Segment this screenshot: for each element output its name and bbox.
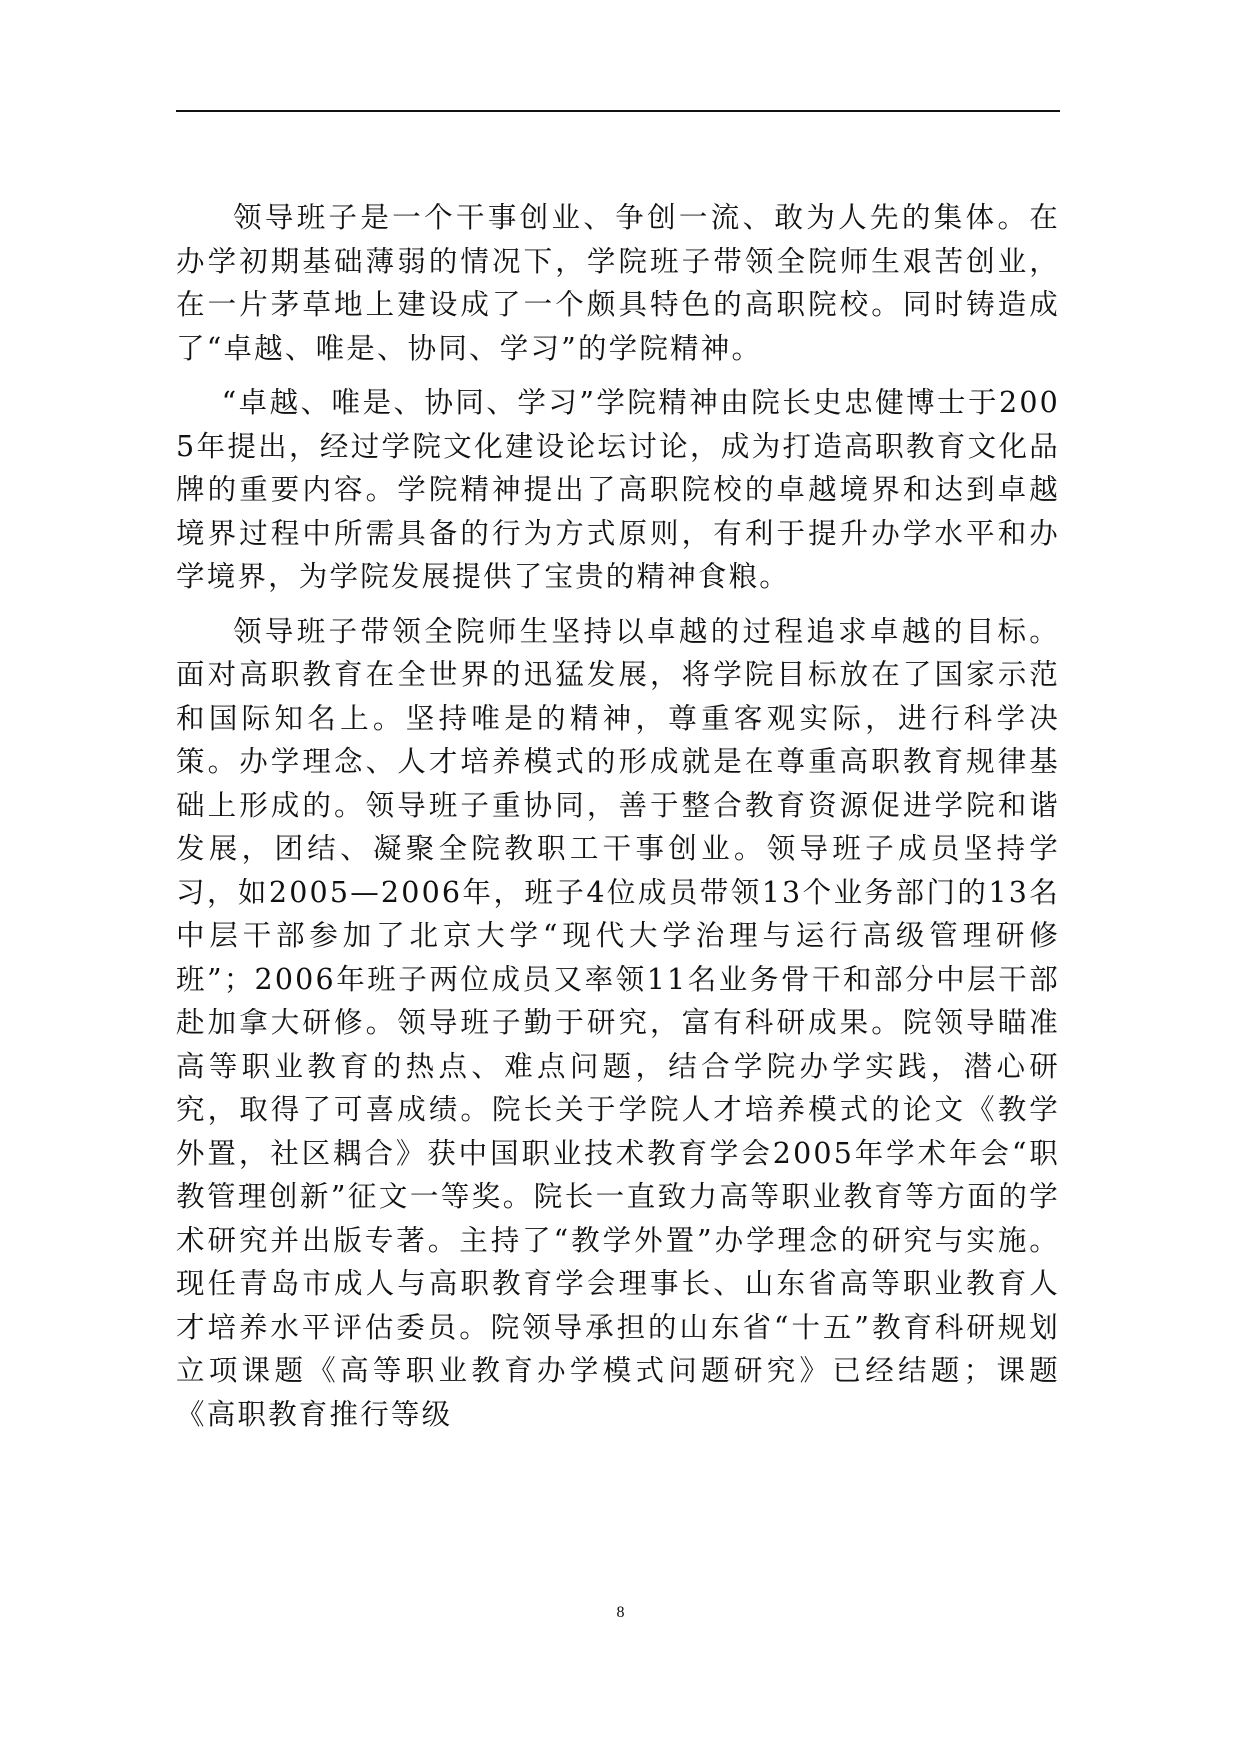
page-number: 8 bbox=[616, 1604, 625, 1621]
document-body bbox=[176, 196, 1060, 1447]
header-rule bbox=[176, 110, 1060, 112]
paragraph-1: 领导班子是一个干事创业、争创一流、敢为人先的集体。在办学初期基础薄弱的情况下，学院班子带领全院师生艰苦创业，在一片茅草地上建设成了一个颇具特色的高职院校。同时铸造成了“卓越、唯是、协同、学习”的学院精神。 bbox=[176, 201, 1060, 365]
paragraph-2: “卓越、唯是、协同、学习”学院精神由院长史忠健博士于2005年提出，经过学院文化建设论坛讨论，成为打造高职教育文化品牌的重要内容。学院精神提出了高职院校的卓越境界和达到卓越境界过程中所需具备的行为方式原则，有利于提升办学水平和办学境界，为学院发展提供了宝贵的精神食粮。 bbox=[176, 386, 1060, 593]
paragraph-3: 领导班子带领全院师生坚持以卓越的过程追求卓越的目标。面对高职教育在全世界的迅猛发展，将学院目标放在了国家示范和国际知名上。坚持唯是的精神，尊重客观实际，进行科学决策。办学理念、人才培养模式的形成就是在尊重高职教育规律基础上形成的。领导班子重协同，善于整合教育资源促进学院和谐发展，团结、凝聚全院教职工干事创业。领导班子成员坚持学习，如2005—2006年，班子4位成员带领13个业务部门的13名中层干部参加了北京大学“现代大学治理与运行高级管理研修班”；2006年班子两位成员又率领11名业务骨干和部分中层干部赴加拿大研修。领导班子勤于研究，富有科研成果。院领导瞄准高等职业教育的热点、难点问题，结合学院办学实践，潜心研究，取得了可喜成绩。院长关于学院人才培养模式的论文《教学外置，社区耦合》获中国职业技术教育学会2005年学术年会“职教管理创新”征文一等奖。院长一直致力高等职业教育等方面的学术研究并出版专著。主持了“教学外置”办学理念的研究与实施。现任青岛市成人与高职教育学会理事长、山东省高等职业教育人才培养水平评估委员。院领导承担的山东省“十五”教育科研规划立项课题《高等职业教育办学模式问题研究》已经结题；课题《高职教育推行等级 bbox=[176, 614, 1060, 1431]
